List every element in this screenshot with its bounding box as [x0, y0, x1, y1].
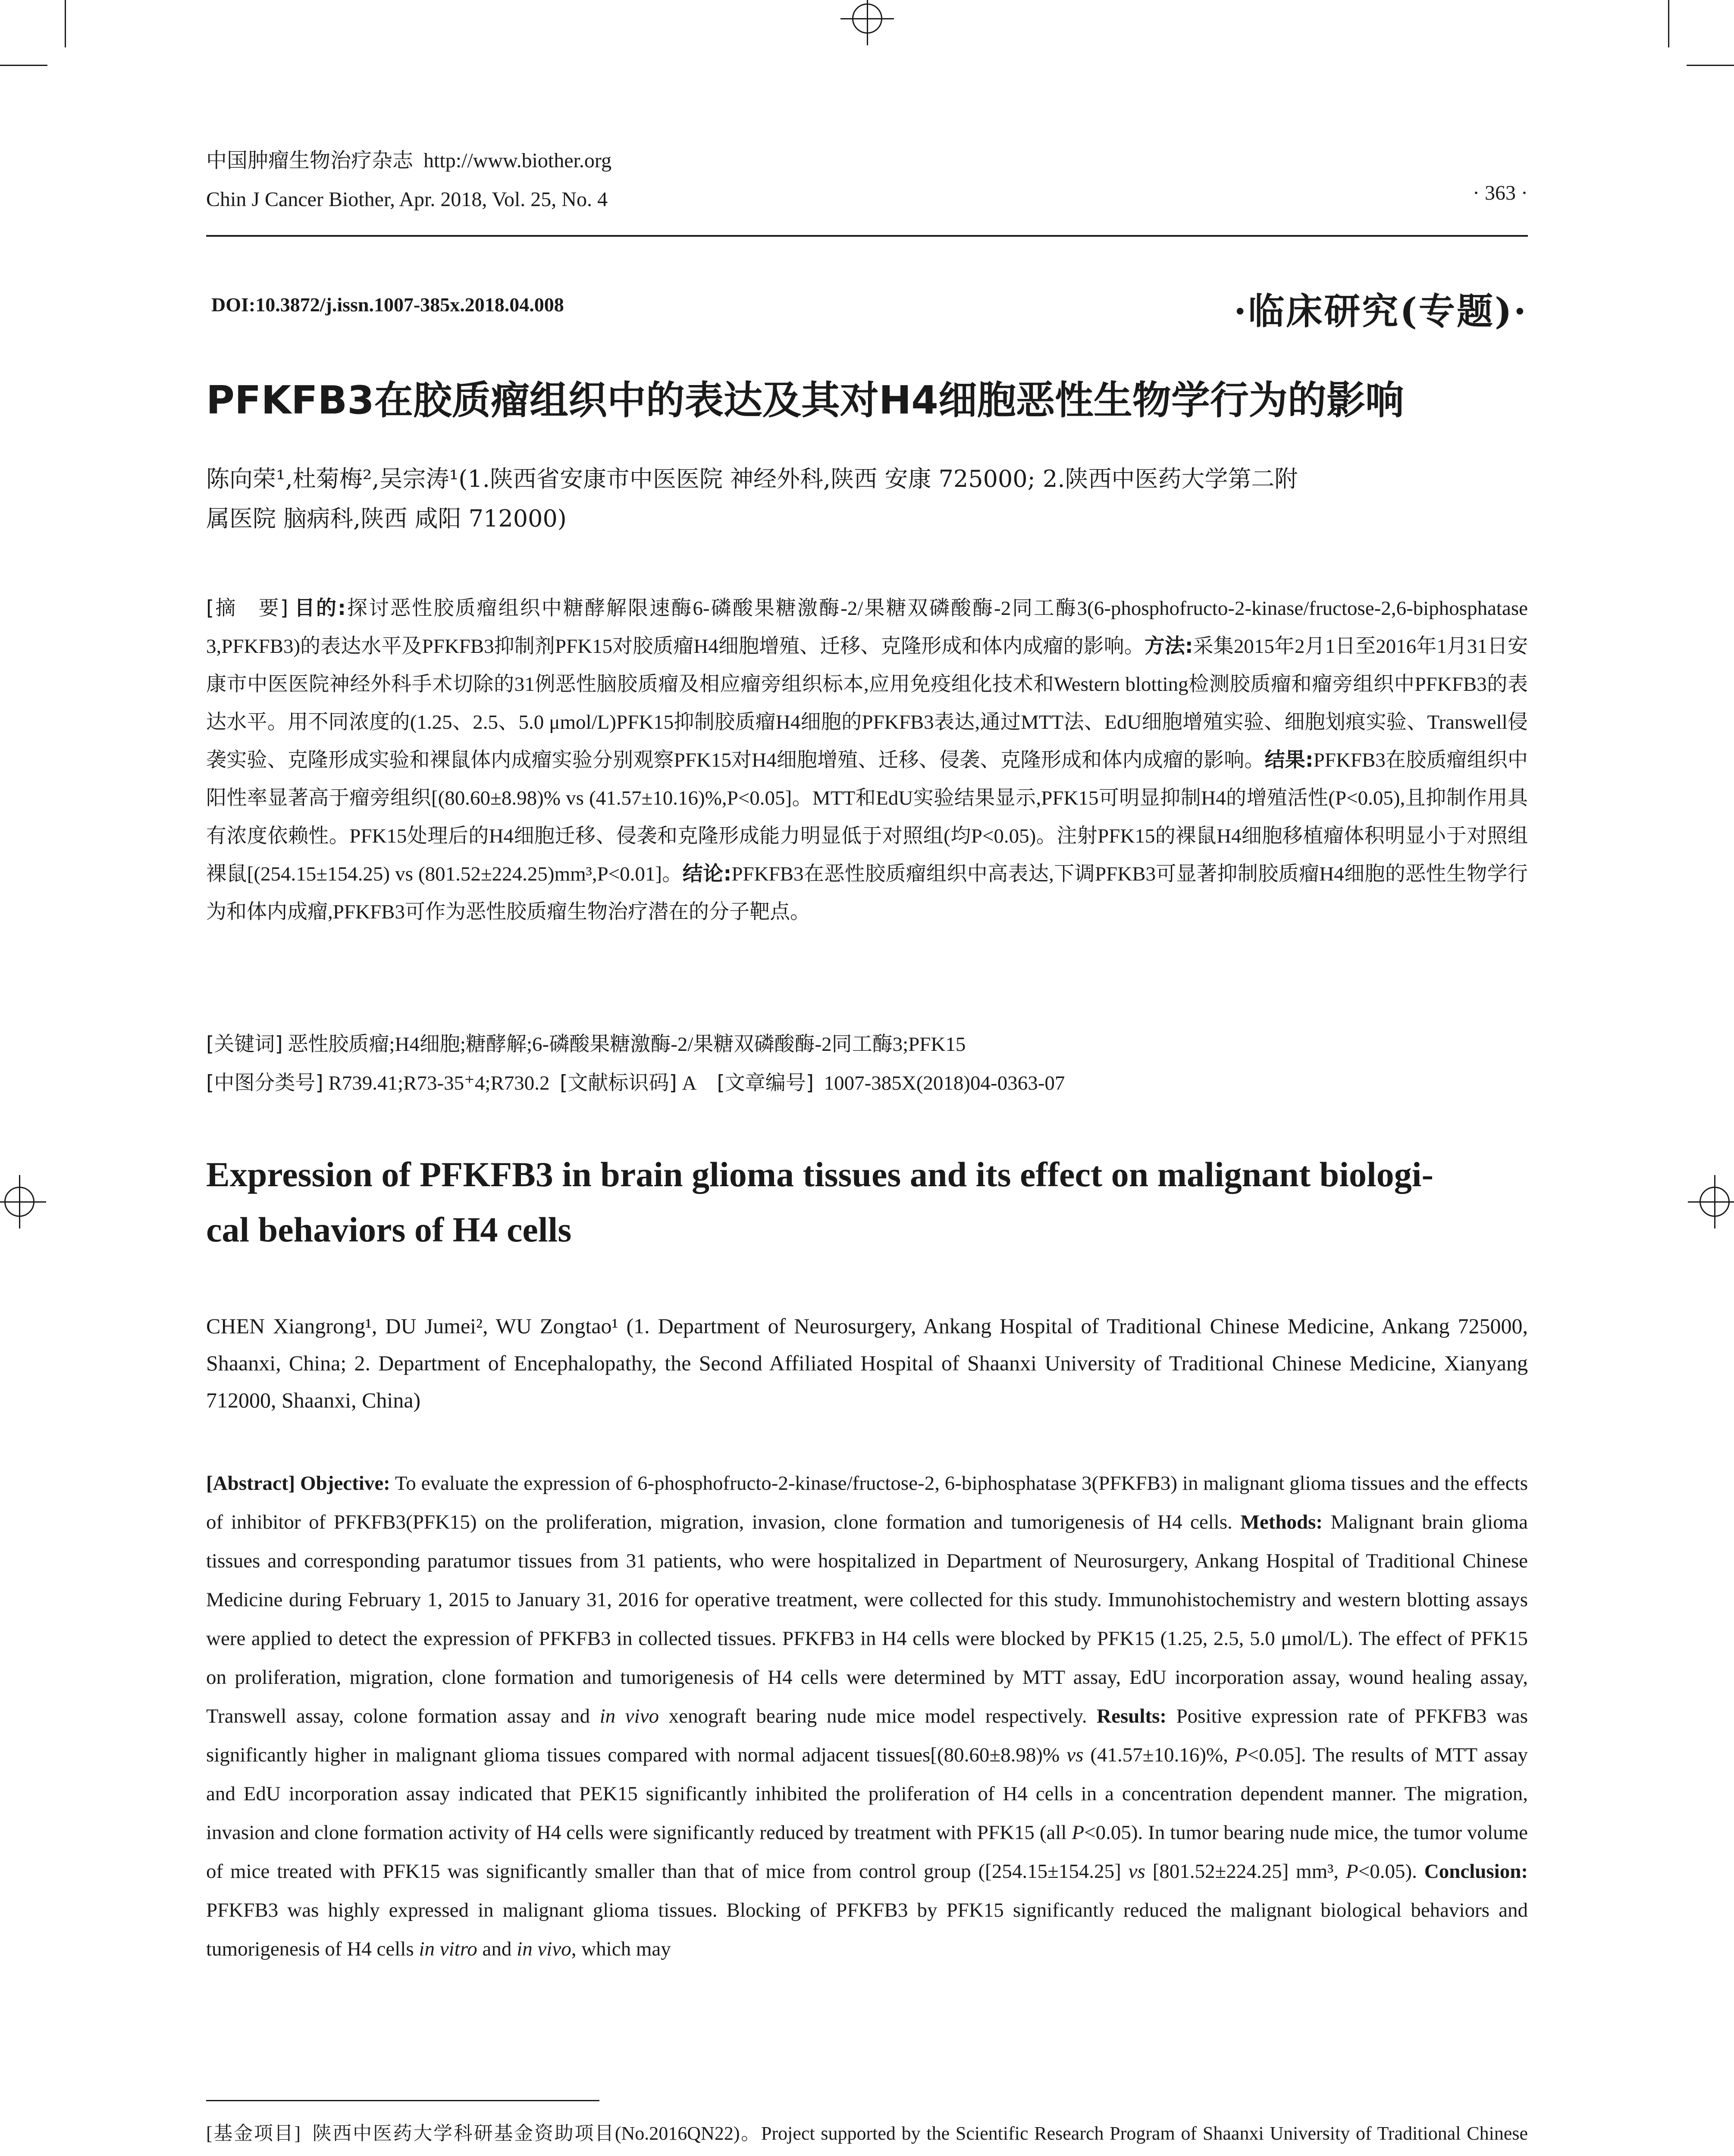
en-results-e: [801.52±224.25] mm³,: [1152, 1860, 1339, 1883]
en-abstract-label: [Abstract] Objective:: [206, 1472, 390, 1495]
cn-class: R739.41;R73-35⁺4;R730.2: [328, 1072, 550, 1094]
en-results-label: Results:: [1097, 1705, 1167, 1727]
cn-classification: [206, 1064, 1528, 1102]
en-results-b: (41.57±10.16)%,: [1090, 1744, 1228, 1766]
en-methods-label: Methods:: [1240, 1511, 1323, 1533]
journal-citation: Chin J Cancer Biother, Apr. 2018, Vol. 25, No. 4: [206, 188, 608, 211]
en-objective: To evaluate the expression of 6-phosphofructo-2-kinase/fructose-2, 6-biphosphatase 3(PFKFB3) in malignant glioma tissues and the effects of inhibitor of PFKFB3(PFK15) on the proliferation, migration, invasion, clone formation and tumorigenesis of H4 cells.: [206, 1472, 1528, 1533]
cn-keywords: [206, 1025, 1528, 1063]
cn-objective: 探讨恶性胶质瘤组织中糖酵解限速酶6-磷酸果糖激酶-2/果糖双磷酸酶-2同工酶3(6-phosphofructo-2-kinase/fructose-2,6-biphosphatase 3,PFKFB3)的表达水平及PFKFB3抑制剂PFK15对胶质瘤H4细胞增殖、迁移、克隆形成和体内成瘤的影响。: [206, 597, 1528, 658]
doi[interactable]: DOI:10.3872/j.issn.1007-385x.2018.04.008: [211, 294, 564, 316]
en-title: [206, 1147, 1528, 1257]
en-results-c: <0.05]. The results of MTT assay and EdU incorporation assay indicated that PEK15 significantly inhibited the proliferation of H4 cells in a concentration dependent manner. The migration, invasion and clone formation activity of H4 cells were significantly reduced by treatment with PFK15 (all: [206, 1744, 1528, 1844]
cn-methods: 采集2015年2月1日至2016年1月31日安康市中医医院神经外科手术切除的31例恶性脑胶质瘤及相应瘤旁组织标本,应用免疫组化技术和Western blotting检测胶质瘤和瘤旁组织中PFKFB3的表达水平。用不同浓度的(1.25、2.5、5.0 μmol/L)PFK15抑制胶质瘤H4细胞的PFKFB3表达,通过MTT法、EdU细胞增殖实验、细胞划痕实验、Transwell侵袭实验、克隆形成实验和裸鼠体内成瘤实验分别观察PFK15对H4细胞增殖、迁移、侵袭、克隆形成和体内成瘤的影响。: [206, 635, 1528, 771]
cn-keywords-label: [关键词]: [206, 1032, 283, 1056]
header-rule: [206, 235, 1528, 237]
registration-mark-icon: [4, 1187, 34, 1217]
en-results: Positive expression rate of PFKFB3 was significantly higher in malignant glioma tissues compared with normal adjacent tissues[(80.60±8.98)%: [206, 1705, 1528, 1766]
crop-mark: [1668, 0, 1669, 47]
footnote-rule: [206, 2100, 599, 2101]
cn-abstract: [206, 589, 1528, 931]
fund-text: 陕西中医药大学科研基金资助项目(No.2016QN22)。Project supported by the Scientific Research Program of Shaanxi University of Traditional Chinese: [312, 2123, 1528, 2144]
registration-mark-icon: [1700, 1187, 1730, 1217]
running-header: [206, 148, 611, 174]
crop-mark: [1687, 65, 1734, 66]
cn-docid: A: [682, 1072, 697, 1094]
en-conclusion: PFKFB3 was highly expressed in malignant glioma tissues. Blocking of PFKFB3 by PFK15 significantly reduced the malignant biological behaviors and tumorigenesis of H4 cells: [206, 1899, 1528, 1960]
journal-url[interactable]: http://www.biother.org: [423, 149, 611, 172]
cn-authors: [206, 459, 1528, 539]
cn-authors-line2: 属医院 脑病科,陕西 咸阳 712000): [206, 505, 567, 532]
cn-class-label: [中图分类号]: [206, 1071, 323, 1095]
en-methods-italic: in vivo: [599, 1705, 659, 1727]
cn-artno: 1007-385X(2018)04-0363-07: [824, 1072, 1065, 1094]
section-tag: ·临床研究(专题)·: [1234, 290, 1528, 332]
journal-name-cn: 中国肿瘤生物治疗杂志: [206, 149, 414, 172]
crop-mark: [0, 65, 47, 66]
en-in-vivo: in vivo: [517, 1938, 571, 1960]
footnote-fund: [206, 2115, 1528, 2156]
en-vs: vs: [1066, 1744, 1084, 1766]
en-title-line2: cal behaviors of H4 cells: [206, 1210, 572, 1249]
en-abstract: [206, 1464, 1528, 1968]
en-and: and: [482, 1938, 512, 1960]
cn-docid-label: [文献标识码]: [560, 1071, 677, 1095]
cn-results: PFKFB3在胶质瘤组织中阳性率显著高于瘤旁组织[(80.60±8.98)% vs (41.57±10.16)%,P<0.05]。MTT和EdU实验结果显示,PFK15可明显抑制H4的增殖活性(P<0.05),且抑制作用具有浓度依赖性。PFK15处理后的H4细胞迁移、侵袭和克隆形成能力明显低于对照组(均P<0.05)。注射PFK15的裸鼠H4细胞移植瘤体积明显小于对照组裸鼠[(254.15±154.25) vs (801.52±224.25)mm³,P<0.01]。: [206, 749, 1528, 885]
en-p: P: [1072, 1821, 1085, 1844]
en-methods-end: xenograft bearing nude mice model respectively.: [668, 1705, 1087, 1727]
registration-mark-icon: [852, 3, 882, 34]
footnotes: [206, 2115, 1528, 2156]
cn-methods-label: 方法:: [1144, 634, 1193, 658]
cn-title: PFKFB3在胶质瘤组织中的表达及其对H4细胞恶性生物学行为的影响: [206, 378, 1404, 423]
en-vs: vs: [1128, 1860, 1145, 1883]
en-authors: CHEN Xiangrong¹, DU Jumei², WU Zongtao¹ (1. Department of Neurosurgery, Ankang Hospital of Traditional Chinese Medicine, Ankang 725000, Shaanxi, China; 2. Department of Encephalopathy, the Second Affiliated Hospital of Shaanxi University of Traditional Chinese Medicine, Xianyang 712000, Shaanxi, China): [206, 1314, 1528, 1412]
cn-artno-label: [文章编号]: [717, 1071, 814, 1095]
en-conclusion-end: , which may: [571, 1938, 671, 1960]
cn-keywords-text: 恶性胶质瘤;H4细胞;糖酵解;6-磷酸果糖激酶-2/果糖双磷酸酶-2同工酶3;PFK15: [288, 1033, 966, 1056]
cn-conclusion-label: 结论:: [682, 862, 732, 886]
cn-results-label: 结果:: [1264, 748, 1314, 772]
cn-conclusion: PFKFB3在恶性胶质瘤组织中高表达,下调PFKB3可显著抑制胶质瘤H4细胞的恶性生物学行为和体内成瘤,PFKFB3可作为恶性胶质瘤生物治疗潜在的分子靶点。: [206, 863, 1528, 923]
en-conclusion-label: Conclusion:: [1424, 1860, 1528, 1883]
en-results-d: <0.05). In tumor bearing nude mice, the tumor volume of mice treated with PFK15 was significantly smaller than that of mice from control group ([254.15±154.25]: [206, 1821, 1528, 1883]
page-number: · 363 ·: [1473, 182, 1528, 204]
en-title-line1: Expression of PFKFB3 in brain glioma tissues and its effect on malignant biologi-: [206, 1155, 1433, 1194]
en-in-vitro: in vitro: [419, 1938, 477, 1960]
en-p: P: [1345, 1860, 1358, 1883]
en-results-f: <0.05).: [1358, 1860, 1417, 1883]
cn-authors-line1: 陈向荣¹,杜菊梅²,吴宗涛¹(1.陕西省安康市中医医院 神经外科,陕西 安康 725000; 2.陕西中医药大学第二附: [206, 465, 1298, 492]
cn-objective-label: 目的:: [294, 596, 346, 620]
crop-mark: [65, 0, 66, 47]
fund-label: [基金项目]: [206, 2123, 301, 2144]
cn-abstract-label: [摘 要]: [206, 596, 288, 620]
en-p: P: [1235, 1744, 1248, 1766]
en-methods: Malignant brain glioma tissues and corresponding paratumor tissues from 31 patients, who were hospitalized in Department of Neurosurgery, Ankang Hospital of Traditional Chinese Medicine during February 1, 2015 to January 31, 2016 for operative treatment, were collected for this study. Immunohistochemistry and western blotting assays were applied to detect the expression of PFKFB3 in collected tissues. PFKFB3 in H4 cells were blocked by PFK15 (1.25, 2.5, 5.0 μmol/L). The effect of PFK15 on proliferation, migration, clone formation and tumorigenesis of H4 cells were determined by MTT assay, EdU incorporation assay, wound healing assay, Transwell assay, colone formation assay and: [206, 1511, 1528, 1727]
